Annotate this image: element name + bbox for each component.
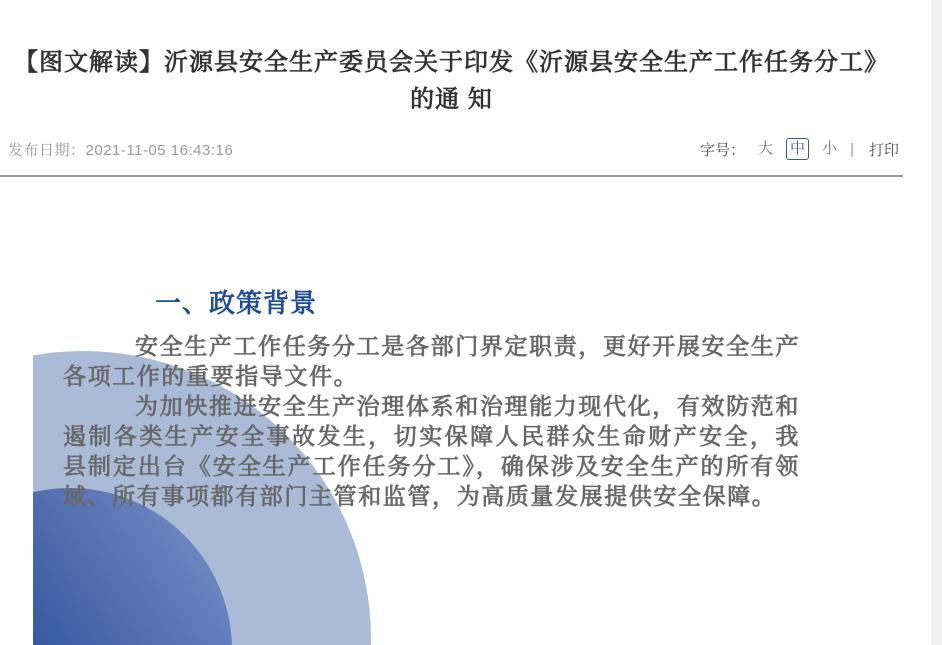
publish-date: [8, 139, 233, 160]
font-size-small-button[interactable]: 小: [822, 140, 838, 157]
article-page: [0, 0, 903, 177]
page-title-line1: 【图文解读】沂源县安全生产委员会关于印发《沂源县安全生产工作任务分工》: [14, 49, 889, 76]
publish-date-label: 发布日期：: [8, 141, 86, 159]
scrollbar-track[interactable]: [931, 0, 942, 645]
font-size-large-button[interactable]: 大: [758, 140, 774, 157]
paragraph-1: 安全生产工作任务分工是各部门界定职责，更好开展安全生产各项工作的重要指导文件。: [63, 333, 800, 389]
font-size-medium-button[interactable]: 中: [786, 138, 809, 160]
meta-row: [0, 136, 903, 162]
article-paragraphs: [63, 331, 800, 511]
section-heading: 一、政策背景: [155, 288, 318, 318]
paragraph-2: 为加快推进安全生产治理体系和治理能力现代化，有效防范和遏制各类生产安全事故发生，切实保障人民群众生命财产安全，我县制定出台《安全生产工作任务分工》，确保涉及安全生产的所有领域、所有事项都有部门主管和监管，为高质量发展提供安全保障。: [63, 393, 800, 509]
publish-date-value: 2021-11-05 16:43:16: [85, 141, 234, 159]
font-size-label: 字号：: [700, 141, 746, 159]
page-title-line2: 的通 知: [410, 86, 493, 113]
article-content: [33, 173, 903, 645]
page-title: [0, 0, 903, 118]
font-size-controls: [700, 138, 899, 160]
controls-separator: |: [850, 140, 854, 158]
print-button[interactable]: 打印: [868, 141, 899, 159]
